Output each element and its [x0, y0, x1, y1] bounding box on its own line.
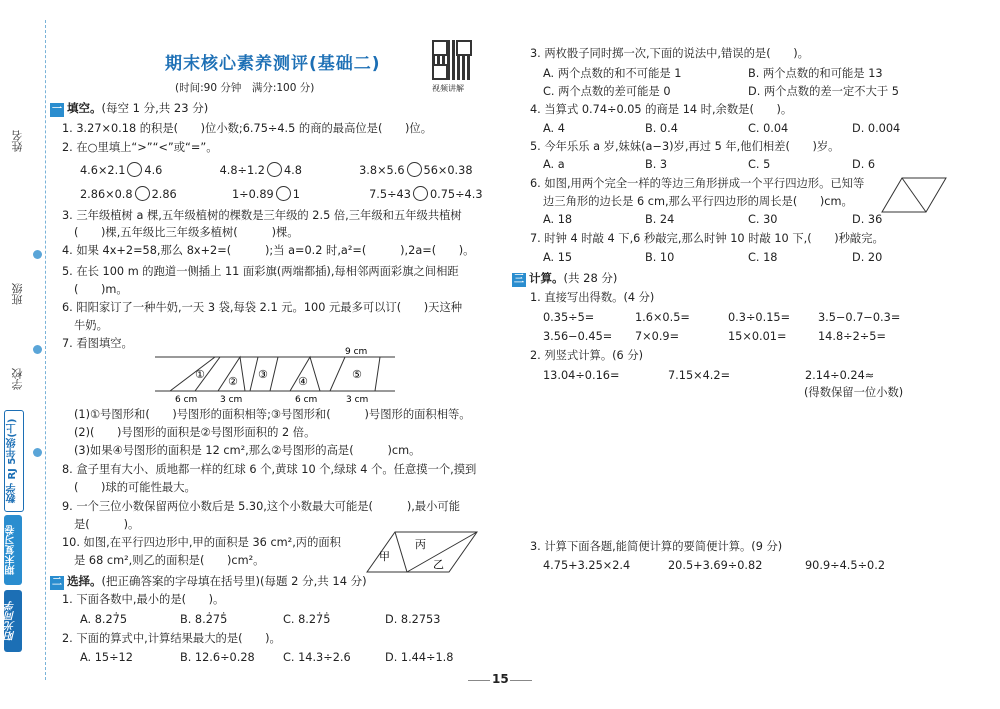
s1-q7-2: (2)( )号图形的面积是②号图形面积的 2 倍。 — [74, 426, 316, 439]
section-2-header — [50, 573, 367, 590]
s2-q1-opt: D. 8.2753 — [385, 613, 441, 626]
name-label: 姓名 — [11, 130, 24, 152]
answer-circle[interactable] — [267, 162, 282, 177]
simplify-item: 90.9÷4.5÷0.2 — [805, 559, 886, 572]
s2-q2: 2. 下面的算式中,计算结果最大的是( )。 — [62, 632, 281, 645]
section-badge: 三 — [514, 274, 524, 285]
s1-q9b: 是( )。 — [74, 518, 140, 531]
simplify-item: 20.5+3.69÷0.82 — [668, 559, 763, 572]
s2-q5: 5. 今年乐乐 a 岁,妹妹(a−3)岁,再过 5 年,他们相差( )岁。 — [530, 140, 840, 153]
rounding-note: (得数保留一位小数) — [804, 386, 904, 399]
compare-right: 4.6 — [144, 164, 163, 177]
compare-left: 3.8×5.6 — [359, 164, 405, 177]
s1-q8b: ( )球的可能性最大。 — [74, 481, 196, 494]
s2-q2-opt: D. 1.44÷1.8 — [385, 651, 454, 664]
class-label: 班级 — [11, 283, 24, 305]
calc-item: 3.56−0.45= — [543, 330, 613, 343]
answer-circle[interactable] — [407, 162, 422, 177]
compare-left: 4.6×2.1 — [80, 164, 126, 177]
answer-circle[interactable] — [276, 186, 291, 201]
s1-q6a: 6. 阳阳家订了一种牛奶,一天 3 袋,每袋 2.1 元。100 元最多可以订( )天这种 — [62, 301, 463, 314]
s1-q10a: 10. 如图,在平行四边形中,甲的面积是 36 cm²,丙的面积 — [62, 536, 341, 549]
s1-q5b: ( )m。 — [74, 283, 128, 296]
shape-label: ② — [228, 375, 238, 388]
footer-rule — [510, 680, 532, 681]
compare-row-1 — [80, 162, 473, 178]
s1-q7-3: (3)如果④号图形的面积是 12 cm²,那么②号图形的高是( )cm。 — [74, 444, 421, 457]
dim-label: 3 cm — [220, 395, 243, 405]
q7-shapes-figure — [150, 345, 400, 405]
section-title: 计算。 — [529, 271, 564, 285]
exam-meta: (时间:90 分钟 满分:100 分) — [175, 82, 315, 94]
s1-q9a: 9. 一个三位小数保留两位小数后是 5.30,这个小数最大可能是( ),最小可能 — [62, 500, 461, 513]
dim-label: 6 cm — [295, 395, 318, 405]
s2-q3-opt: D. 两个点数的差一定不大于 5 — [748, 85, 899, 98]
calc-item: 0.35÷5= — [543, 311, 595, 324]
calc-item: 1.6×0.5= — [635, 311, 690, 324]
s2-q5-opt: C. 5 — [748, 158, 771, 171]
binding-line — [45, 20, 46, 680]
shape-label: ① — [195, 368, 205, 381]
left-sidebar — [0, 0, 48, 709]
s1-q3b: ( )棵,五年级比三年级多植树( )棵。 — [74, 226, 299, 239]
s2-q4-opt: A. 4 — [543, 122, 565, 135]
dim-label: 9 cm — [345, 347, 368, 357]
s2-q7: 7. 时钟 4 时敲 4 下,6 秒敲完,那么时钟 10 时敲 10 下,( )秒敲完。 — [530, 232, 884, 245]
section-badge: 二 — [52, 577, 62, 588]
page-number: 15 — [492, 672, 509, 686]
s2-q6-opt: C. 30 — [748, 213, 778, 226]
s2-q5-opt: B. 3 — [645, 158, 668, 171]
s3-q2: 2. 列竖式计算。(6 分) — [530, 349, 644, 362]
s2-q6a: 6. 如图,用两个完全一样的等边三角形拼成一个平行四边形。已知等 — [530, 177, 865, 190]
page-title: 期末核心素养测评(基础二) — [165, 54, 381, 74]
simplify-item: 4.75+3.25×2.4 — [543, 559, 631, 572]
s1-q3a: 3. 三年级植树 a 棵,五年级植树的棵数是三年级的 2.5 倍,三年级和五年级共植树 — [62, 209, 462, 222]
s2-q6-opt: D. 36 — [852, 213, 883, 226]
grade-bar: 数学 RJ 5年级(上) — [4, 410, 24, 512]
s3-q3: 3. 计算下面各题,能简便计算的要简便计算。(9 分) — [530, 540, 783, 553]
s2-q2-opt: C. 14.3÷2.6 — [283, 651, 351, 664]
vertical-calc-item: 7.15×4.2= — [668, 369, 731, 382]
compare-left: 2.86×0.8 — [80, 188, 133, 201]
compare-left: 1÷0.89 — [231, 188, 274, 201]
compare-right: 56×0.38 — [423, 164, 473, 177]
compare-left: 4.8÷1.2 — [219, 164, 265, 177]
vertical-calc-item: 2.14÷0.24≈ — [805, 369, 875, 382]
dim-label: 3 cm — [346, 395, 369, 405]
compare-right: 0.75÷4.3 — [429, 188, 483, 201]
q10-parallelogram-figure — [365, 528, 480, 576]
s1-q4: 4. 如果 4x+2=58,那么 8x+2=( );当 a=0.2 时,a²=( ),2a=( )。 — [62, 244, 475, 257]
s2-q5-opt: A. a — [543, 158, 565, 171]
s2-q1-opt: C. 8.27̇5̇ — [283, 613, 331, 626]
section-desc: (每空 1 分,共 23 分) — [101, 101, 209, 115]
s2-q4: 4. 当算式 0.74÷0.05 的商是 14 时,余数是( )。 — [530, 103, 793, 116]
section-badge: 一 — [52, 104, 62, 115]
calc-item: 14.8÷2÷5= — [818, 330, 886, 343]
brand-logo: 阳光同学 — [4, 590, 22, 652]
s2-q3: 3. 两枚骰子同时掷一次,下面的说法中,错误的是( )。 — [530, 47, 809, 60]
s2-q7-opt: C. 18 — [748, 251, 778, 264]
section-3-header — [512, 270, 617, 287]
s2-q1: 1. 下面各数中,最小的是( )。 — [62, 593, 225, 606]
s2-q4-opt: D. 0.004 — [852, 122, 901, 135]
answer-circle[interactable] — [413, 186, 428, 201]
s2-q2-opt: B. 12.6÷0.28 — [180, 651, 255, 664]
compare-right: 1 — [292, 188, 300, 201]
section-desc: (共 28 分) — [563, 271, 618, 285]
compare-row-2 — [80, 186, 483, 202]
shape-label: ③ — [258, 368, 268, 381]
s2-q3-opt: B. 两个点数的和可能是 13 — [748, 67, 883, 80]
divider — [395, 532, 407, 572]
answer-circle[interactable] — [135, 186, 150, 201]
section-title: 选择。 — [67, 574, 102, 588]
school-label: 学校 — [11, 368, 24, 390]
region-label: 乙 — [433, 558, 444, 571]
s1-q5a: 5. 在长 100 m 的跑道一侧插上 11 面彩旗(两端都插),每相邻两面彩旗之间相距 — [62, 265, 459, 278]
s2-q7-opt: B. 10 — [645, 251, 675, 264]
s1-q6b: 牛奶。 — [74, 319, 108, 332]
compare-right: 2.86 — [151, 188, 177, 201]
s2-q5-opt: D. 6 — [852, 158, 876, 171]
s2-q6b: 边三角形的边长是 6 cm,那么平行四边形的周长是( )cm。 — [543, 195, 853, 208]
s1-q8a: 8. 盒子里有大小、质地都一样的红球 6 个,黄球 10 个,绿球 4 个。任意摸一个,摸到 — [62, 463, 477, 476]
s2-q2-opt: A. 15÷12 — [80, 651, 133, 664]
calc-item: 15×0.01= — [728, 330, 787, 343]
s2-q6-opt: A. 18 — [543, 213, 573, 226]
s2-q3-opt: A. 两个点数的和不可能是 1 — [543, 67, 682, 80]
s2-q6-opt: B. 24 — [645, 213, 675, 226]
q6-parallelogram-figure — [880, 172, 952, 222]
s2-q1-opt: A. 8.27̇5 — [80, 613, 128, 626]
vertical-calc-item: 13.04÷0.16= — [543, 369, 620, 382]
s1-q2: 2. 在○里填上“>”“<”或“=”。 — [62, 141, 218, 154]
shape-label: ⑤ — [352, 368, 362, 381]
section-desc: (把正确答案的字母填在括号里)(每题 2 分,共 14 分) — [101, 574, 367, 588]
hole-marker — [33, 345, 42, 354]
s3-q1: 1. 直接写出得数。(4 分) — [530, 291, 655, 304]
s1-q10b: 是 68 cm²,则乙的面积是( )cm²。 — [74, 554, 265, 567]
region-label: 甲 — [379, 550, 390, 563]
calc-item: 3.5−0.7−0.3= — [818, 311, 901, 324]
review-bar: 期末复习卷 — [4, 515, 22, 585]
qr-code — [432, 40, 472, 80]
s1-q7: 7. 看图填空。 — [62, 337, 133, 350]
s2-q1-opt: B. 8.2̇75̇ — [180, 613, 228, 626]
answer-circle[interactable] — [127, 162, 142, 177]
shape-label: ④ — [298, 375, 308, 388]
qr-caption: 视频讲解 — [432, 84, 464, 93]
hole-marker — [33, 448, 42, 457]
s2-q3-opt: C. 两个点数的差可能是 0 — [543, 85, 671, 98]
diagonal — [902, 178, 926, 212]
section-title: 填空。 — [67, 101, 102, 115]
s2-q4-opt: C. 0.04 — [748, 122, 789, 135]
s1-q7-1: (1)①号图形和( )号图形的面积相等;③号图形和( )号图形的面积相等。 — [74, 408, 471, 421]
dim-label: 6 cm — [175, 395, 198, 405]
compare-right: 4.8 — [283, 164, 302, 177]
footer-rule — [468, 680, 490, 681]
calc-item: 7×0.9= — [635, 330, 680, 343]
s2-q7-opt: D. 20 — [852, 251, 883, 264]
hole-marker — [33, 250, 42, 259]
s2-q4-opt: B. 0.4 — [645, 122, 678, 135]
calc-item: 0.3÷0.15= — [728, 311, 791, 324]
compare-left: 7.5÷43 — [369, 188, 411, 201]
section-1-header — [50, 100, 208, 117]
region-label: 丙 — [415, 538, 426, 551]
s2-q7-opt: A. 15 — [543, 251, 573, 264]
s1-q1: 1. 3.27×0.18 的积是( )位小数;6.75÷4.5 的商的最高位是( )位。 — [62, 122, 432, 135]
